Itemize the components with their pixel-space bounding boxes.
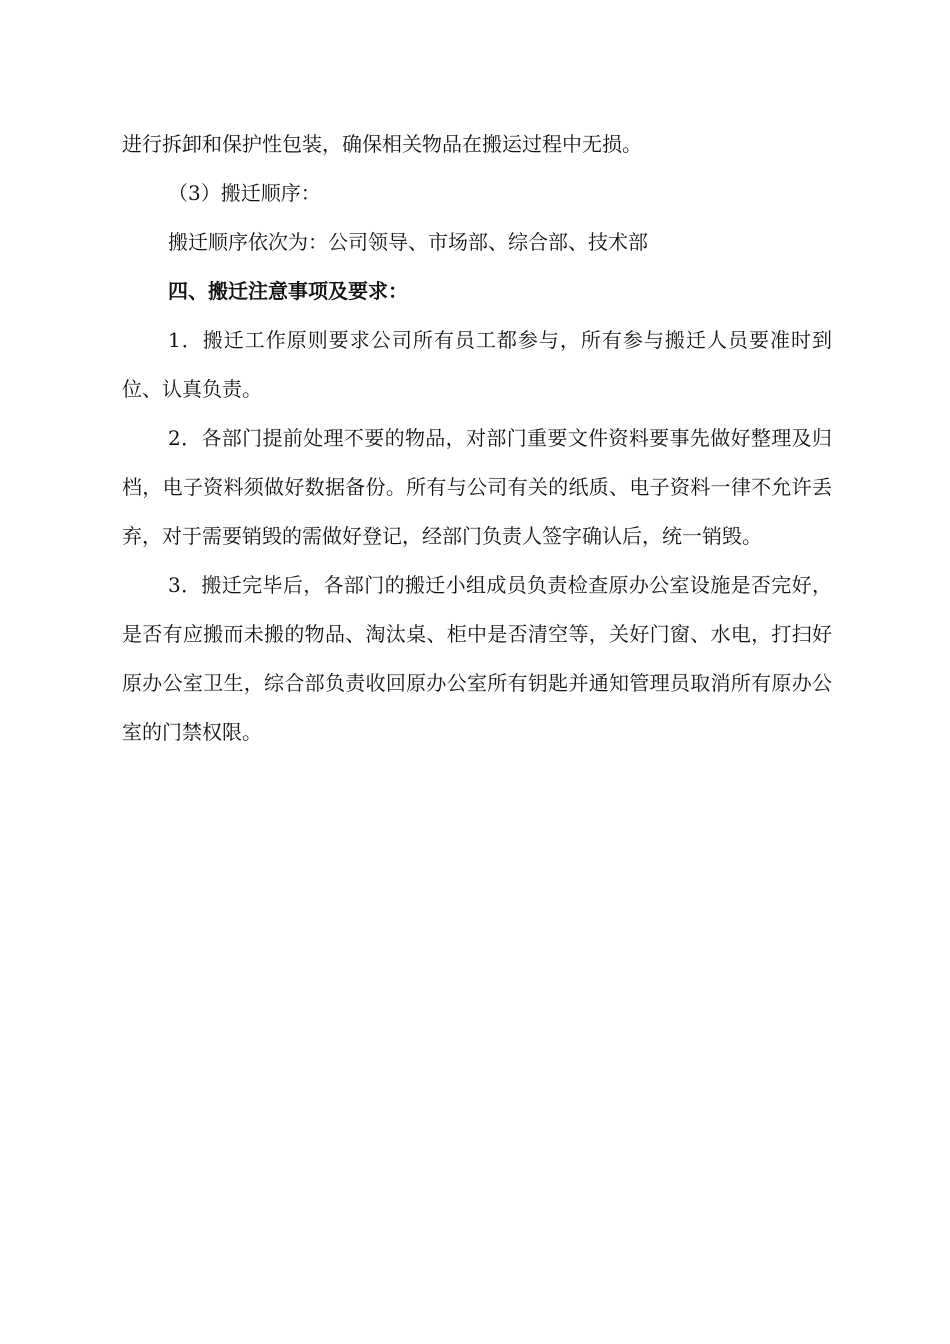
paragraph-item-2: 2．各部门提前处理不要的物品，对部门重要文件资料要事先做好整理及归档，电子资料须做好数据备份。所有与公司有关的纸质、电子资料一律不允许丢弃，对于需要销毁的需做好登记，经部门负责人签字确认后，统一销毁。	[122, 426, 832, 548]
subheading-moving-order: （3）搬迁顺序：	[168, 181, 321, 205]
section-heading-precautions: 四、搬迁注意事项及要求：	[168, 279, 408, 303]
paragraph-packing-continuation: 进行拆卸和保护性包装，确保相关物品在搬运过程中无损。	[122, 132, 642, 156]
paragraph-item-1: 1．搬迁工作原则要求公司所有员工都参与，所有参与搬迁人员要准时到位、认真负责。	[122, 328, 832, 401]
paragraph-moving-order: 搬迁顺序依次为：公司领导、市场部、综合部、技术部	[168, 230, 648, 254]
document-body	[122, 120, 832, 757]
paragraph-item-3: 3．搬迁完毕后，各部门的搬迁小组成员负责检查原办公室设施是否完好，是否有应搬而未搬的物品、淘汰桌、柜中是否清空等，关好门窗、水电，打扫好原办公室卫生，综合部负责收回原办公室所有钥匙并通知管理员取消所有原办公室的门禁权限。	[122, 573, 832, 744]
